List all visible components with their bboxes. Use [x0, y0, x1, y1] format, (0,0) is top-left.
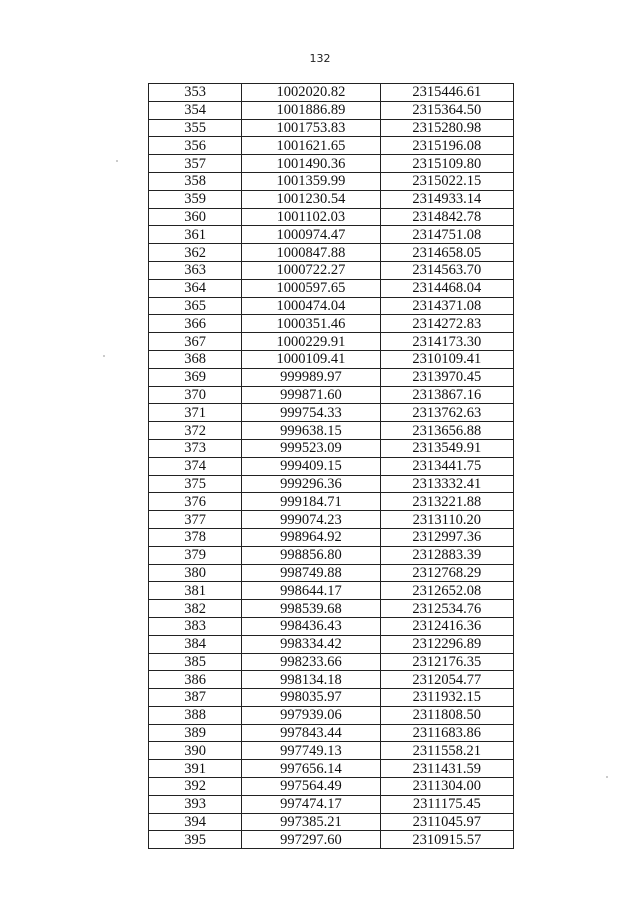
y-coordinate-cell: 2310915.57: [380, 831, 513, 849]
point-number-cell: 380: [149, 564, 242, 582]
table-row: [149, 706, 514, 724]
point-number-cell: 390: [149, 742, 242, 760]
point-number-cell: 366: [149, 315, 242, 333]
table-row: [149, 350, 514, 368]
y-coordinate-cell: 2313221.88: [380, 493, 513, 511]
x-coordinate-cell: 997564.49: [242, 778, 380, 796]
y-coordinate-cell: 2314658.05: [380, 244, 513, 262]
table-row: [149, 439, 514, 457]
y-coordinate-cell: 2312054.77: [380, 671, 513, 689]
table-row: [149, 297, 514, 315]
table-row: [149, 261, 514, 279]
x-coordinate-cell: 1001753.83: [242, 119, 380, 137]
x-coordinate-cell: 1000722.27: [242, 261, 380, 279]
table-row: [149, 226, 514, 244]
y-coordinate-cell: 2314563.70: [380, 261, 513, 279]
x-coordinate-cell: 998856.80: [242, 546, 380, 564]
x-coordinate-cell: 997843.44: [242, 724, 380, 742]
point-number-cell: 353: [149, 84, 242, 102]
x-coordinate-cell: 997749.13: [242, 742, 380, 760]
table-row: [149, 795, 514, 813]
table-row: [149, 617, 514, 635]
x-coordinate-cell: 998233.66: [242, 653, 380, 671]
point-number-cell: 375: [149, 475, 242, 493]
point-number-cell: 373: [149, 439, 242, 457]
x-coordinate-cell: 997297.60: [242, 831, 380, 849]
y-coordinate-cell: 2313762.63: [380, 404, 513, 422]
point-number-cell: 362: [149, 244, 242, 262]
point-number-cell: 393: [149, 795, 242, 813]
point-number-cell: 383: [149, 617, 242, 635]
y-coordinate-cell: 2315364.50: [380, 101, 513, 119]
x-coordinate-cell: 999184.71: [242, 493, 380, 511]
y-coordinate-cell: 2312296.89: [380, 635, 513, 653]
x-coordinate-cell: 999989.97: [242, 368, 380, 386]
y-coordinate-cell: 2312768.29: [380, 564, 513, 582]
point-number-cell: 384: [149, 635, 242, 653]
table-row: [149, 493, 514, 511]
table-row: [149, 778, 514, 796]
point-number-cell: 374: [149, 457, 242, 475]
x-coordinate-cell: 1000229.91: [242, 333, 380, 351]
x-coordinate-cell: 1000847.88: [242, 244, 380, 262]
point-number-cell: 391: [149, 760, 242, 778]
x-coordinate-cell: 1000474.04: [242, 297, 380, 315]
y-coordinate-cell: 2312176.35: [380, 653, 513, 671]
x-coordinate-cell: 999871.60: [242, 386, 380, 404]
y-coordinate-cell: 2311431.59: [380, 760, 513, 778]
x-coordinate-cell: 1000597.65: [242, 279, 380, 297]
y-coordinate-cell: 2313332.41: [380, 475, 513, 493]
y-coordinate-cell: 2311304.00: [380, 778, 513, 796]
table-row: [149, 279, 514, 297]
x-coordinate-cell: 1001359.99: [242, 172, 380, 190]
x-coordinate-cell: 1000974.47: [242, 226, 380, 244]
x-coordinate-cell: 998035.97: [242, 689, 380, 707]
x-coordinate-cell: 1001490.36: [242, 155, 380, 173]
y-coordinate-cell: 2311683.86: [380, 724, 513, 742]
table-row: [149, 172, 514, 190]
scan-speck: [103, 355, 105, 357]
y-coordinate-cell: 2314173.30: [380, 333, 513, 351]
point-number-cell: 392: [149, 778, 242, 796]
point-number-cell: 364: [149, 279, 242, 297]
point-number-cell: 394: [149, 813, 242, 831]
table-row: [149, 155, 514, 173]
x-coordinate-cell: 998539.68: [242, 600, 380, 618]
table-row: [149, 386, 514, 404]
x-coordinate-cell: 997656.14: [242, 760, 380, 778]
y-coordinate-cell: 2313441.75: [380, 457, 513, 475]
y-coordinate-cell: 2312652.08: [380, 582, 513, 600]
scan-speck: [116, 160, 118, 162]
point-number-cell: 372: [149, 422, 242, 440]
x-coordinate-cell: 999754.33: [242, 404, 380, 422]
point-number-cell: 381: [149, 582, 242, 600]
point-number-cell: 354: [149, 101, 242, 119]
point-number-cell: 395: [149, 831, 242, 849]
x-coordinate-cell: 1001621.65: [242, 137, 380, 155]
table-row: [149, 208, 514, 226]
y-coordinate-cell: 2314933.14: [380, 190, 513, 208]
table-row: [149, 564, 514, 582]
x-coordinate-cell: 998964.92: [242, 528, 380, 546]
table-row: [149, 546, 514, 564]
x-coordinate-cell: 1002020.82: [242, 84, 380, 102]
y-coordinate-cell: 2313110.20: [380, 511, 513, 529]
table-row: [149, 742, 514, 760]
table-row: [149, 404, 514, 422]
point-number-cell: 387: [149, 689, 242, 707]
point-number-cell: 368: [149, 350, 242, 368]
table-row: [149, 315, 514, 333]
table-row: [149, 689, 514, 707]
table-row: [149, 119, 514, 137]
scan-speck: [606, 776, 608, 778]
table-row: [149, 368, 514, 386]
point-number-cell: 378: [149, 528, 242, 546]
table-row: [149, 475, 514, 493]
table-row: [149, 813, 514, 831]
x-coordinate-cell: 998334.42: [242, 635, 380, 653]
y-coordinate-cell: 2311808.50: [380, 706, 513, 724]
y-coordinate-cell: 2314371.08: [380, 297, 513, 315]
y-coordinate-cell: 2312416.36: [380, 617, 513, 635]
y-coordinate-cell: 2312534.76: [380, 600, 513, 618]
y-coordinate-cell: 2312997.36: [380, 528, 513, 546]
point-number-cell: 365: [149, 297, 242, 315]
point-number-cell: 355: [149, 119, 242, 137]
point-number-cell: 382: [149, 600, 242, 618]
y-coordinate-cell: 2310109.41: [380, 350, 513, 368]
y-coordinate-cell: 2311558.21: [380, 742, 513, 760]
y-coordinate-cell: 2311932.15: [380, 689, 513, 707]
x-coordinate-cell: 1000351.46: [242, 315, 380, 333]
table-row: [149, 137, 514, 155]
point-number-cell: 361: [149, 226, 242, 244]
point-number-cell: 385: [149, 653, 242, 671]
table-row: [149, 831, 514, 849]
point-number-cell: 358: [149, 172, 242, 190]
y-coordinate-cell: 2314842.78: [380, 208, 513, 226]
table-row: [149, 635, 514, 653]
page-number: 132: [309, 52, 331, 65]
table-row: [149, 760, 514, 778]
y-coordinate-cell: 2315280.98: [380, 119, 513, 137]
y-coordinate-cell: 2314468.04: [380, 279, 513, 297]
point-number-cell: 371: [149, 404, 242, 422]
y-coordinate-cell: 2313970.45: [380, 368, 513, 386]
x-coordinate-cell: 999409.15: [242, 457, 380, 475]
point-number-cell: 356: [149, 137, 242, 155]
y-coordinate-cell: 2315196.08: [380, 137, 513, 155]
x-coordinate-cell: 999296.36: [242, 475, 380, 493]
table-row: [149, 244, 514, 262]
y-coordinate-cell: 2311045.97: [380, 813, 513, 831]
point-number-cell: 363: [149, 261, 242, 279]
point-number-cell: 376: [149, 493, 242, 511]
y-coordinate-cell: 2314272.83: [380, 315, 513, 333]
point-number-cell: 360: [149, 208, 242, 226]
y-coordinate-cell: 2314751.08: [380, 226, 513, 244]
x-coordinate-cell: 999523.09: [242, 439, 380, 457]
point-number-cell: 377: [149, 511, 242, 529]
table-row: [149, 653, 514, 671]
x-coordinate-cell: 1000109.41: [242, 350, 380, 368]
x-coordinate-cell: 998749.88: [242, 564, 380, 582]
table-row: [149, 528, 514, 546]
y-coordinate-cell: 2311175.45: [380, 795, 513, 813]
table-row: [149, 724, 514, 742]
point-number-cell: 369: [149, 368, 242, 386]
table-row: [149, 671, 514, 689]
point-number-cell: 379: [149, 546, 242, 564]
x-coordinate-cell: 997474.17: [242, 795, 380, 813]
point-number-cell: 367: [149, 333, 242, 351]
point-number-cell: 370: [149, 386, 242, 404]
x-coordinate-cell: 999074.23: [242, 511, 380, 529]
y-coordinate-cell: 2312883.39: [380, 546, 513, 564]
table-row: [149, 101, 514, 119]
x-coordinate-cell: 1001102.03: [242, 208, 380, 226]
y-coordinate-cell: 2313549.91: [380, 439, 513, 457]
point-number-cell: 357: [149, 155, 242, 173]
x-coordinate-cell: 999638.15: [242, 422, 380, 440]
table-row: [149, 333, 514, 351]
table-row: [149, 511, 514, 529]
table-row: [149, 457, 514, 475]
table-row: [149, 84, 514, 102]
y-coordinate-cell: 2315446.61: [380, 84, 513, 102]
y-coordinate-cell: 2313656.88: [380, 422, 513, 440]
x-coordinate-cell: 997939.06: [242, 706, 380, 724]
point-number-cell: 389: [149, 724, 242, 742]
coordinate-table-body: [149, 84, 514, 849]
x-coordinate-cell: 998644.17: [242, 582, 380, 600]
x-coordinate-cell: 997385.21: [242, 813, 380, 831]
y-coordinate-cell: 2315022.15: [380, 172, 513, 190]
point-number-cell: 359: [149, 190, 242, 208]
point-number-cell: 388: [149, 706, 242, 724]
x-coordinate-cell: 998134.18: [242, 671, 380, 689]
y-coordinate-cell: 2315109.80: [380, 155, 513, 173]
coordinate-table: [148, 83, 514, 849]
table-row: [149, 190, 514, 208]
table-row: [149, 422, 514, 440]
x-coordinate-cell: 1001886.89: [242, 101, 380, 119]
point-number-cell: 386: [149, 671, 242, 689]
y-coordinate-cell: 2313867.16: [380, 386, 513, 404]
x-coordinate-cell: 1001230.54: [242, 190, 380, 208]
table-row: [149, 600, 514, 618]
x-coordinate-cell: 998436.43: [242, 617, 380, 635]
table-row: [149, 582, 514, 600]
